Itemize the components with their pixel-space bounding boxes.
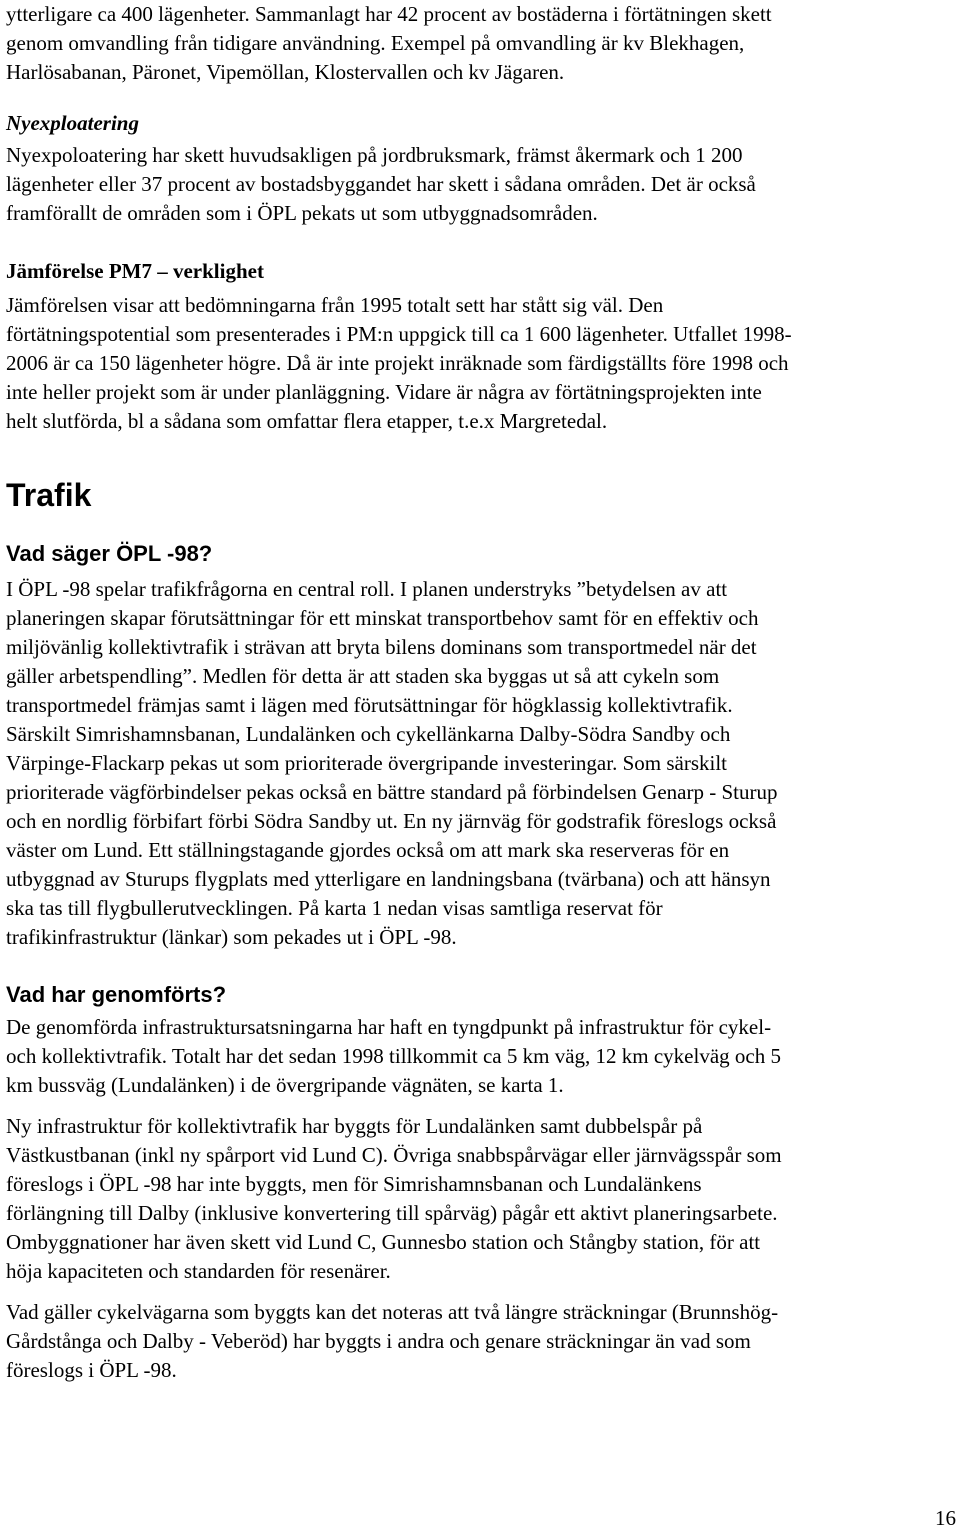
text-line: Ombyggnationer har även skett vid Lund C, Gunnesbo station och Stångby station, för att (6, 1230, 761, 1254)
section-paragraph (6, 1112, 782, 1286)
text-line: och kollektivtrafik. Totalt har det sedan 1998 tillkommit ca 5 km väg, 12 km cykelväg och 5 (6, 1044, 781, 1068)
section-heading: Vad har genomförts? (6, 982, 227, 1007)
text-line: framförallt de områden som i ÖPL pekats ut som utbyggnadsområden. (6, 201, 598, 225)
section-paragraph (6, 1013, 782, 1100)
text-line: Gårdstånga och Dalby - Veberöd) har byggts i andra och genare sträckningar än vad som (6, 1329, 751, 1353)
text-line: lägenheter eller 37 procent av bostadsbyggandet har skett i sådana områden. Det är också (6, 172, 756, 196)
section-paragraph (6, 141, 756, 228)
text-line: väster om Lund. Ett ställningstagande gjordes också om att mark ska reserveras för en (6, 838, 730, 862)
text-line: föreslogs i ÖPL -98. (6, 1358, 177, 1382)
text-line: 2006 är ca 150 lägenheter högre. Då är inte projekt inräknade som färdigställts före 1998 och (6, 351, 789, 375)
text-line: förtätningspotential som presenterades i PM:n uppgick till ca 1 600 lägenheter. Utfallet 1998- (6, 322, 792, 346)
text-line: Nyexpoloatering har skett huvudsakligen på jordbruksmark, främst åkermark och 1 200 (6, 143, 743, 167)
text-line: Särskilt Simrishamnsbanan, Lundalänken och cykellänkarna Dalby-Södra Sandby och (6, 722, 731, 746)
text-line: trafikinfrastruktur (länkar) som pekades ut i ÖPL -98. (6, 925, 457, 949)
section-heading: Jämförelse PM7 – verklighet (6, 259, 264, 283)
chapter-title: Trafik (6, 477, 92, 513)
text-line: planeringen skapar förutsättningar för ett minskat transportbehov samt för en effektiv och (6, 606, 759, 630)
section-paragraph (6, 575, 777, 952)
text-line: höja kapaciteten och standarden för resenärer. (6, 1259, 391, 1283)
text-line: ytterligare ca 400 lägenheter. Sammanlagt har 42 procent av bostäderna i förtätningen skett (6, 2, 772, 26)
text-line: I ÖPL -98 spelar trafikfrågorna en central roll. I planen understryks ”betydelsen av att (6, 577, 728, 601)
text-line: helt slutförda, bl a sådana som omfattar flera etapper, t.e.x Margretedal. (6, 409, 608, 433)
text-line: Västkustbanan (inkl ny spårport vid Lund C). Övriga snabbspårvägar eller järnvägsspår som (6, 1143, 782, 1167)
text-line: miljövänlig kollektivtrafik i strävan att bryta bilens dominans som transportmedel när det (6, 635, 757, 659)
text-line: De genomförda infrastruktursatsningarna har haft en tyngdpunkt på infrastruktur för cykel- (6, 1015, 772, 1039)
text-line: Jämförelsen visar att bedömningarna från 1995 totalt sett har stått sig väl. Den (6, 293, 664, 317)
text-line: Ny infrastruktur för kollektivtrafik har byggts för Lundalänken samt dubbelspår på (6, 1114, 703, 1138)
text-line: föreslogs i ÖPL -98 har inte byggts, men för Simrishamnsbanan och Lundalänkens (6, 1172, 702, 1196)
section-vad-har (6, 981, 782, 1385)
text-line: genom omvandling från tidigare användning. Exempel på omvandling är kv Blekhagen, (6, 31, 745, 55)
intro-paragraph (6, 0, 772, 87)
text-line: Harlösabanan, Päronet, Vipemöllan, Klostervallen och kv Jägaren. (6, 60, 565, 84)
section-heading: Vad säger ÖPL -98? (6, 541, 213, 566)
text-line: prioriterade vägförbindelser pekas också en bättre standard på förbindelsen Genarp - Sturup (6, 780, 778, 804)
text-line: Värpinge-Flackarp pekas ut som prioriterade övergripande investeringar. Som särskilt (6, 751, 727, 775)
section-jamforelse (6, 257, 792, 436)
text-line: km bussväg (Lundalänken) i de övergripande vägnäten, se karta 1. (6, 1073, 564, 1097)
text-line: Vad gäller cykelvägarna som byggts kan det noteras att två längre sträckningar (Brunnshög- (6, 1300, 779, 1324)
text-line: gäller arbetspendling”. Medlen för detta är att staden ska byggas ut så att cykeln som (6, 664, 720, 688)
section-paragraph (6, 291, 792, 436)
text-line: ska tas till flygbullerutvecklingen. På karta 1 nedan visas samtliga reservat för (6, 896, 663, 920)
text-line: inte heller projekt som är under planläggning. Vidare är några av förtätningsprojekten inte (6, 380, 762, 404)
text-line: förlängning till Dalby (inklusive konvertering till spårväg) pågår ett aktivt planeringsarbete. (6, 1201, 778, 1225)
section-vad-sager (6, 540, 777, 952)
text-line: och en nordlig förbifart förbi Södra Sandby ut. En ny järnväg för godstrafik föreslogs också (6, 809, 777, 833)
section-nyexploatering (6, 109, 756, 228)
text-line: transportmedel främjas samt i lägen med förutsättningar för högklassig kollektivtrafik. (6, 693, 733, 717)
section-heading: Nyexploatering (6, 111, 139, 135)
section-paragraph (6, 1298, 782, 1385)
text-line: utbyggnad av Sturups flygplats med ytterligare en landningsbana (tvärbana) och att hänsyn (6, 867, 771, 891)
page-number: 16 (935, 1506, 956, 1530)
